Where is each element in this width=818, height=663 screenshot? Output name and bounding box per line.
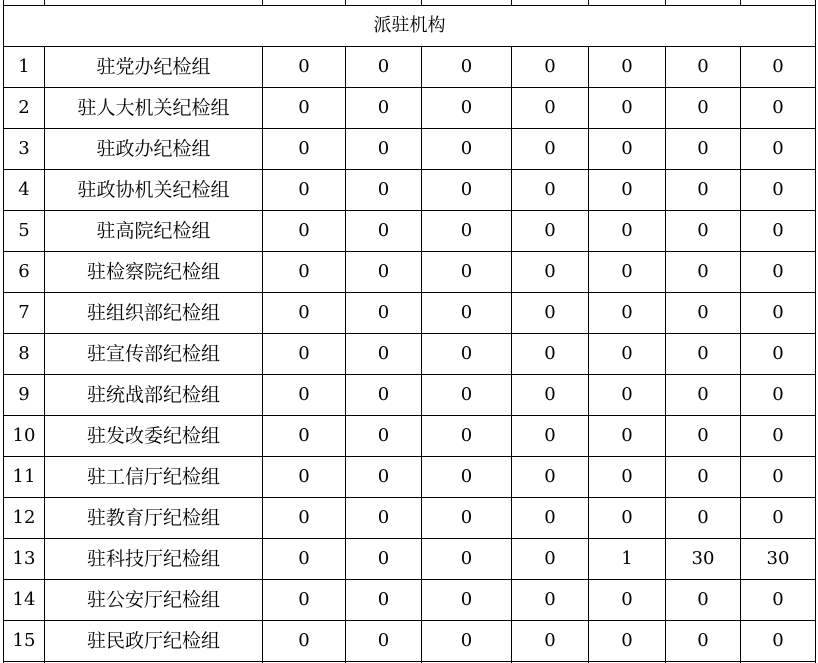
value-cell: 0 [589,129,666,170]
value-cell: 0 [741,375,816,416]
row-number-cell: 15 [4,621,45,662]
value-cell: 0 [666,293,741,334]
row-number-cell: 1 [4,47,45,88]
organization-name-cell: 驻发改委纪检组 [45,416,263,457]
value-cell: 0 [741,88,816,129]
table-row [4,539,816,580]
table-row [4,580,816,621]
value-cell: 0 [263,621,346,662]
value-cell: 0 [666,580,741,621]
organization-name-cell: 驻科技厅纪检组 [45,539,263,580]
value-cell: 0 [263,129,346,170]
value-cell: 0 [589,293,666,334]
value-cell: 0 [422,375,512,416]
value-cell: 0 [263,170,346,211]
value-cell: 0 [589,211,666,252]
value-cell: 0 [422,416,512,457]
table-row [4,375,816,416]
value-cell: 0 [346,498,422,539]
value-cell: 0 [666,334,741,375]
value-cell: 0 [589,498,666,539]
value-cell: 0 [346,375,422,416]
value-cell: 0 [589,416,666,457]
value-cell: 0 [346,252,422,293]
row-number-cell: 14 [4,580,45,621]
table-row [4,88,816,129]
value-cell: 0 [422,252,512,293]
value-cell: 0 [512,47,589,88]
row-number-cell: 2 [4,88,45,129]
organization-name-cell: 驻人大机关纪检组 [45,88,263,129]
value-cell: 0 [512,621,589,662]
value-cell: 0 [741,170,816,211]
value-cell: 0 [666,252,741,293]
value-cell: 0 [666,621,741,662]
value-cell: 0 [512,539,589,580]
row-number-cell: 6 [4,252,45,293]
value-cell: 0 [422,457,512,498]
value-cell: 0 [741,211,816,252]
row-number-cell: 9 [4,375,45,416]
value-cell: 0 [422,129,512,170]
value-cell: 0 [263,252,346,293]
value-cell: 0 [666,88,741,129]
table-row [4,498,816,539]
value-cell: 0 [666,211,741,252]
row-number-cell: 3 [4,129,45,170]
table-row [4,334,816,375]
table-body [4,0,816,663]
value-cell: 0 [741,252,816,293]
value-cell: 0 [512,416,589,457]
value-cell: 0 [422,580,512,621]
value-cell: 0 [346,211,422,252]
organization-name-cell: 驻检察院纪检组 [45,252,263,293]
value-cell: 0 [512,457,589,498]
row-number-cell: 12 [4,498,45,539]
value-cell: 0 [422,293,512,334]
value-cell: 0 [263,334,346,375]
value-cell: 0 [422,211,512,252]
value-cell: 0 [263,539,346,580]
value-cell: 30 [741,539,816,580]
value-cell: 0 [422,47,512,88]
value-cell: 0 [589,457,666,498]
value-cell: 0 [666,498,741,539]
organization-name-cell: 驻公安厅纪检组 [45,580,263,621]
value-cell: 0 [422,621,512,662]
value-cell: 0 [346,621,422,662]
value-cell: 1 [589,539,666,580]
table-row [4,416,816,457]
value-cell: 0 [741,293,816,334]
table-row [4,457,816,498]
value-cell: 0 [666,170,741,211]
value-cell: 0 [512,211,589,252]
value-cell: 0 [422,88,512,129]
value-cell: 0 [589,334,666,375]
value-cell: 0 [741,621,816,662]
value-cell: 0 [346,457,422,498]
organization-name-cell: 驻民政厅纪检组 [45,621,263,662]
value-cell: 0 [512,375,589,416]
value-cell: 0 [263,375,346,416]
organization-name-cell: 驻政协机关纪检组 [45,170,263,211]
table-row [4,293,816,334]
value-cell: 0 [346,293,422,334]
value-cell: 0 [263,457,346,498]
value-cell: 0 [741,129,816,170]
table-row [4,211,816,252]
row-number-cell: 10 [4,416,45,457]
value-cell: 0 [263,498,346,539]
organization-name-cell: 驻组织部纪检组 [45,293,263,334]
value-cell: 0 [589,375,666,416]
value-cell: 0 [346,580,422,621]
value-cell: 0 [512,293,589,334]
value-cell: 0 [422,539,512,580]
value-cell: 0 [422,334,512,375]
value-cell: 0 [666,457,741,498]
table-row [4,170,816,211]
value-cell: 0 [263,47,346,88]
value-cell: 0 [666,416,741,457]
value-cell: 0 [346,170,422,211]
table-row [4,129,816,170]
value-cell: 0 [263,293,346,334]
value-cell: 0 [589,621,666,662]
value-cell: 0 [666,47,741,88]
value-cell: 0 [512,252,589,293]
value-cell: 0 [512,580,589,621]
value-cell: 0 [512,334,589,375]
row-number-cell: 8 [4,334,45,375]
organization-name-cell: 驻工信厅纪检组 [45,457,263,498]
value-cell: 0 [589,47,666,88]
value-cell: 0 [741,416,816,457]
table-row [4,621,816,662]
row-number-cell: 7 [4,293,45,334]
value-cell: 0 [263,88,346,129]
organization-name-cell: 驻党办纪检组 [45,47,263,88]
value-cell: 0 [666,129,741,170]
value-cell: 0 [589,170,666,211]
value-cell: 0 [741,47,816,88]
value-cell: 0 [741,457,816,498]
value-cell: 0 [741,334,816,375]
value-cell: 0 [263,211,346,252]
value-cell: 0 [741,498,816,539]
value-cell: 0 [589,580,666,621]
value-cell: 0 [666,375,741,416]
row-number-cell: 4 [4,170,45,211]
data-table [3,0,816,663]
section-header-row [4,6,816,47]
value-cell: 0 [512,129,589,170]
table-row [4,47,816,88]
organization-name-cell: 驻政办纪检组 [45,129,263,170]
value-cell: 0 [422,170,512,211]
row-number-cell: 5 [4,211,45,252]
value-cell: 0 [346,88,422,129]
value-cell: 0 [512,88,589,129]
row-number-cell: 11 [4,457,45,498]
organization-name-cell: 驻高院纪检组 [45,211,263,252]
value-cell: 0 [512,170,589,211]
value-cell: 0 [346,47,422,88]
value-cell: 0 [741,580,816,621]
table-row [4,252,816,293]
value-cell: 0 [589,88,666,129]
value-cell: 0 [512,498,589,539]
value-cell: 0 [346,539,422,580]
section-title: 派驻机构 [4,6,816,47]
organization-name-cell: 驻统战部纪检组 [45,375,263,416]
value-cell: 0 [346,416,422,457]
value-cell: 0 [263,416,346,457]
organization-name-cell: 驻宣传部纪检组 [45,334,263,375]
value-cell: 0 [422,498,512,539]
organization-name-cell: 驻教育厅纪检组 [45,498,263,539]
value-cell: 0 [346,129,422,170]
value-cell: 30 [666,539,741,580]
value-cell: 0 [346,334,422,375]
row-number-cell: 13 [4,539,45,580]
value-cell: 0 [589,252,666,293]
value-cell: 0 [263,580,346,621]
